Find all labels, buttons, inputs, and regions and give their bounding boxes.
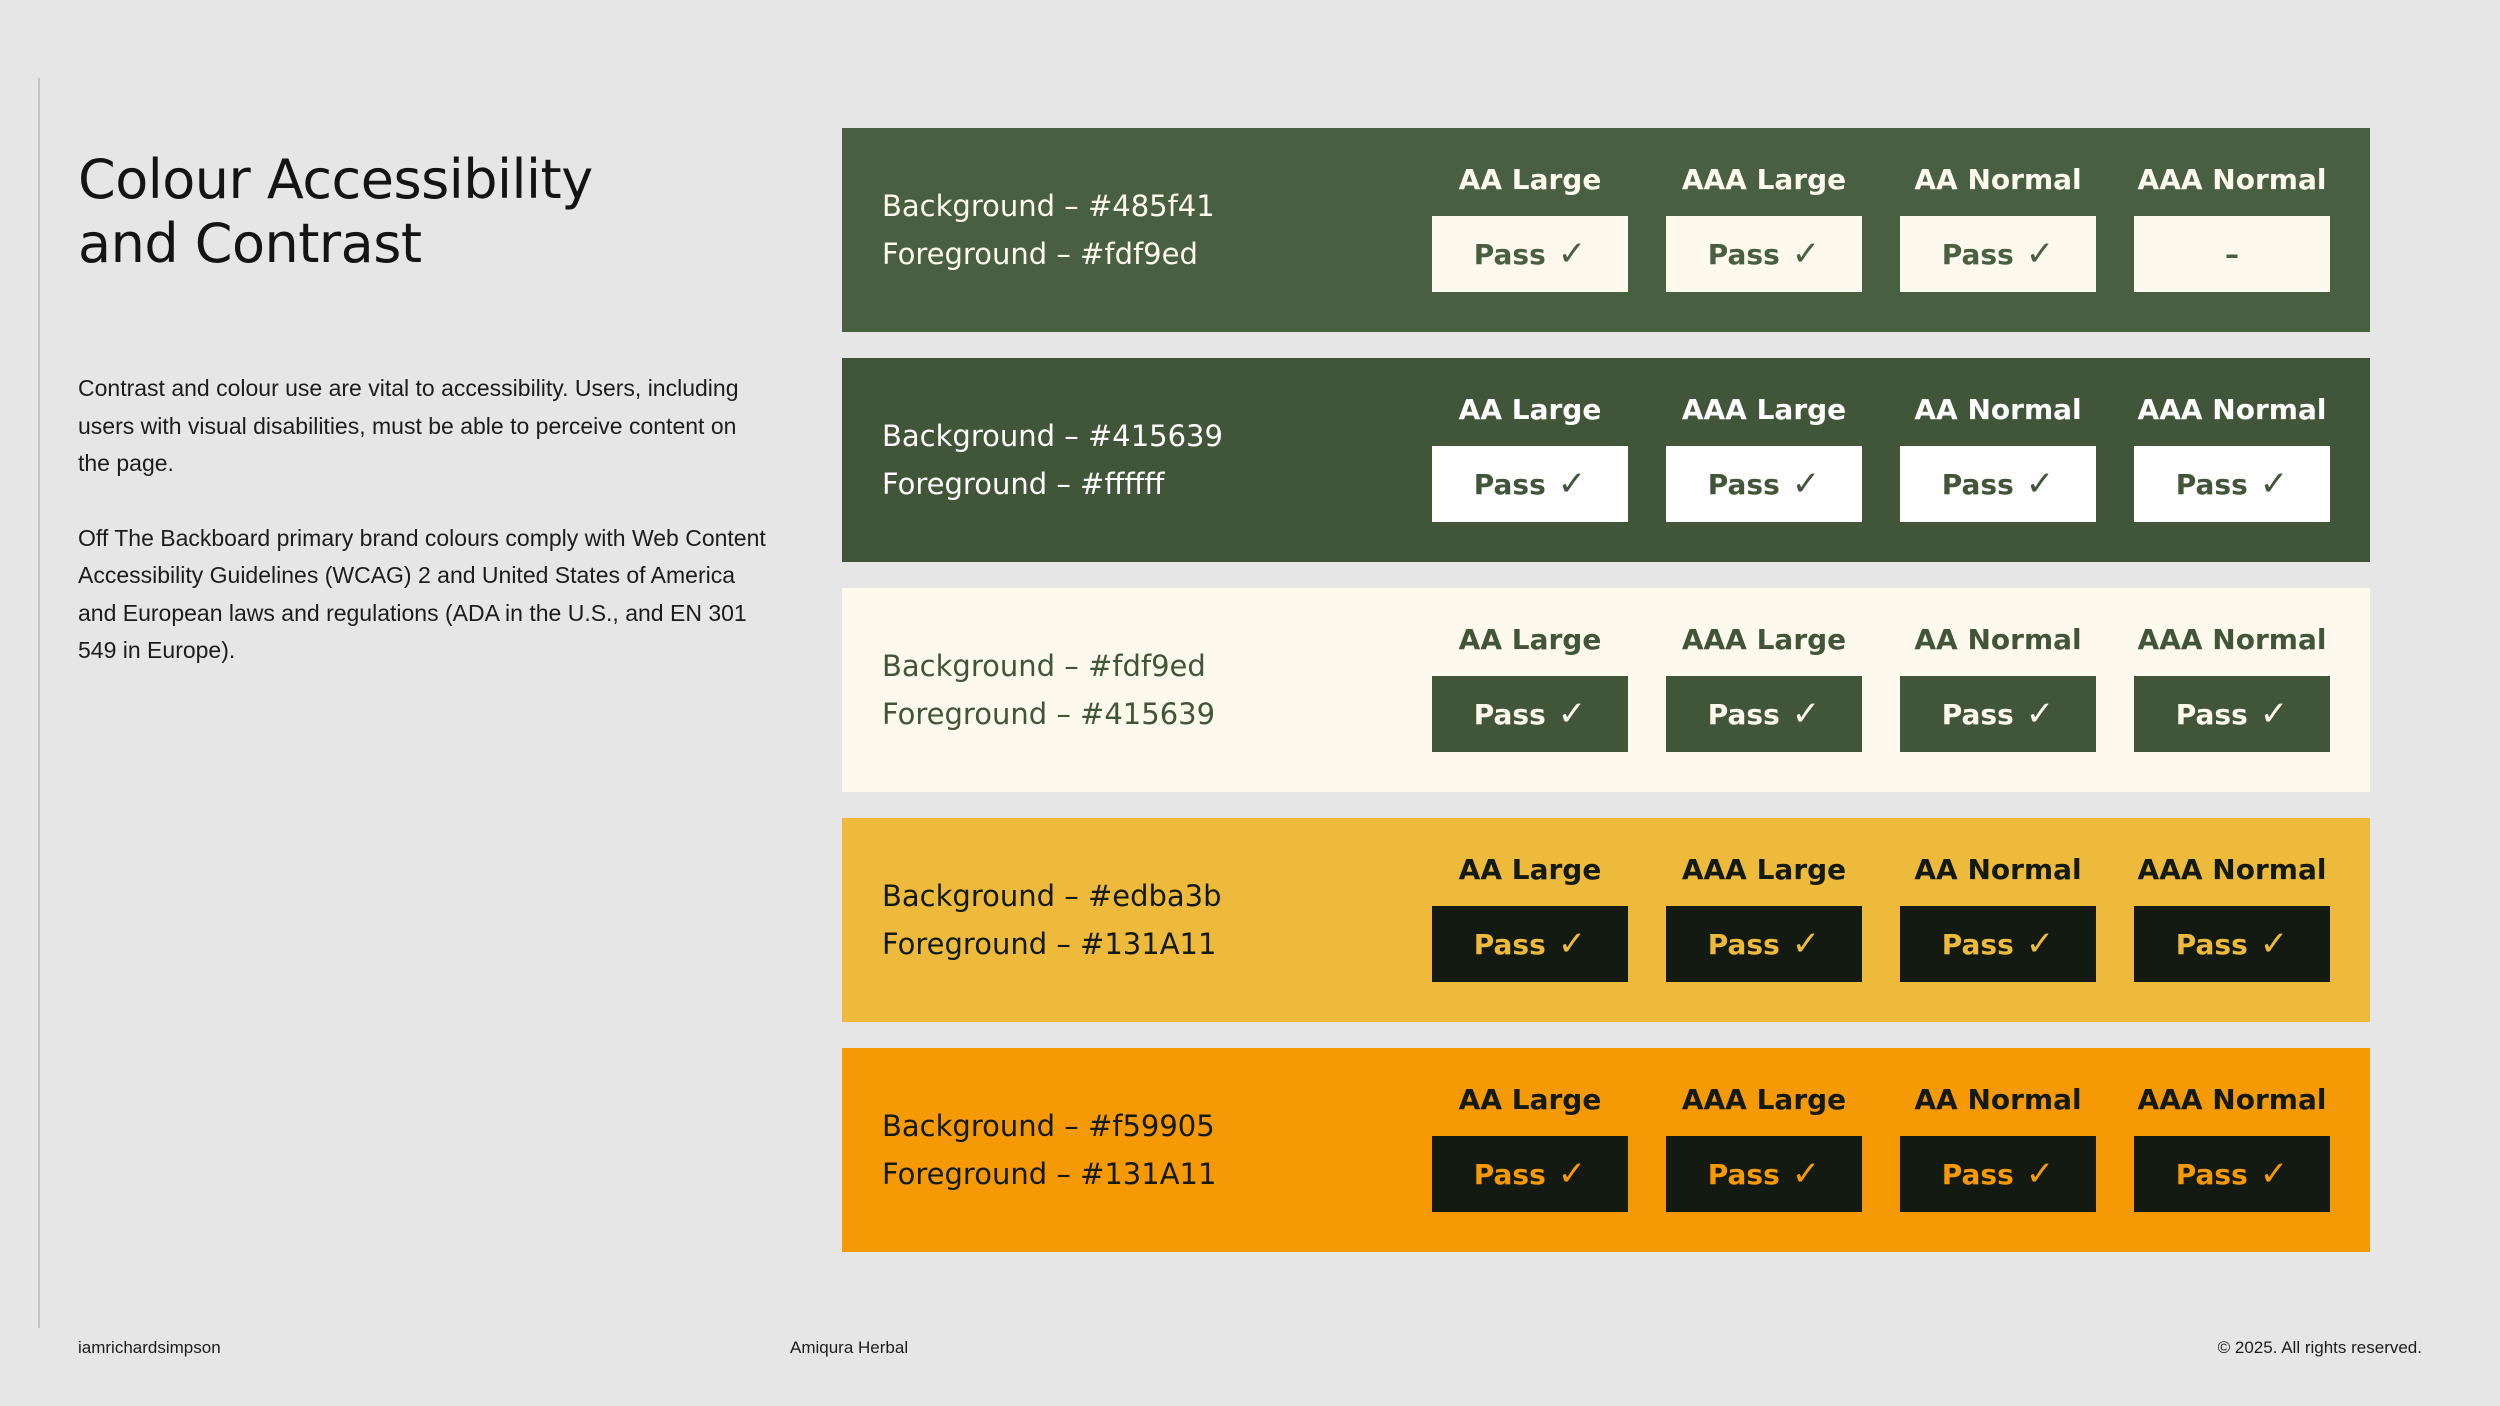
footer-author: iamrichardsimpson: [78, 1338, 221, 1357]
wcag-check: [1666, 1078, 1862, 1212]
footer-copyright: © 2025. All rights reserved.: [2217, 1338, 2422, 1357]
wcag-level-label: AAA Large: [1681, 1083, 1847, 1116]
result-text: Pass: [1941, 697, 2014, 731]
wcag-checks: [1432, 618, 2330, 752]
result-text: Pass: [1707, 467, 1780, 501]
wcag-check: [2134, 158, 2330, 292]
result-text: Pass: [2175, 1157, 2248, 1191]
wcag-check: [2134, 388, 2330, 522]
result-text: Pass: [2175, 697, 2248, 731]
page-title-line-1: Colour Accessibility: [78, 148, 593, 211]
result-badge: [2134, 676, 2330, 752]
result-text: Pass: [1941, 467, 2014, 501]
foreground-colour-label: Foreground – #ffffff: [882, 467, 1165, 501]
checkmark-icon: ✓: [1557, 234, 1587, 274]
result-text: Pass: [1473, 927, 1546, 961]
checkmark-icon: ✓: [2025, 924, 2055, 964]
wcag-level-label: AA Normal: [1914, 623, 2082, 656]
result-badge: [1432, 676, 1628, 752]
wcag-check: [1432, 388, 1628, 522]
wcag-level-label: AA Large: [1458, 393, 1602, 426]
wcag-check: [2134, 618, 2330, 752]
result-text: Pass: [1707, 1157, 1780, 1191]
result-badge: [1432, 446, 1628, 522]
wcag-check: [1900, 388, 2096, 522]
wcag-level-label: AAA Normal: [2137, 1083, 2327, 1116]
wcag-check: [2134, 1078, 2330, 1212]
checkmark-icon: ✓: [1791, 694, 1821, 734]
result-badge: [1432, 1136, 1628, 1212]
result-badge: [2134, 1136, 2330, 1212]
colour-pair-labels: [882, 1048, 1216, 1252]
result-text: –: [2225, 237, 2239, 271]
result-text: Pass: [1707, 237, 1780, 271]
colour-pair-labels: [882, 818, 1222, 1022]
result-badge: [1900, 446, 2096, 522]
checkmark-icon: ✓: [1557, 1154, 1587, 1194]
checkmark-icon: ✓: [2025, 464, 2055, 504]
result-badge: [1666, 216, 1862, 292]
result-badge: [1432, 906, 1628, 982]
wcag-level-label: AA Large: [1458, 1083, 1602, 1116]
wcag-level-label: AA Large: [1458, 623, 1602, 656]
checkmark-icon: ✓: [2259, 924, 2289, 964]
result-text: Pass: [2175, 927, 2248, 961]
result-badge: [1900, 216, 2096, 292]
wcag-level-label: AA Normal: [1914, 853, 2082, 886]
foreground-colour-label: Foreground – #131A11: [882, 927, 1217, 961]
background-colour-label: Background – #fdf9ed: [882, 649, 1206, 683]
result-text: Pass: [1707, 927, 1780, 961]
wcag-level-label: AAA Normal: [2137, 623, 2327, 656]
page-title: [78, 148, 698, 276]
wcag-level-label: AA Normal: [1914, 1083, 2082, 1116]
contrast-row: [842, 1048, 2370, 1252]
result-text: Pass: [1941, 237, 2014, 271]
wcag-level-label: AAA Large: [1681, 393, 1847, 426]
background-colour-label: Background – #edba3b: [882, 879, 1222, 913]
contrast-row: [842, 818, 2370, 1022]
result-text: Pass: [1473, 467, 1546, 501]
result-badge: [1666, 446, 1862, 522]
page-divider: [38, 78, 40, 1328]
result-badge: [2134, 216, 2330, 292]
wcag-check: [2134, 848, 2330, 982]
result-text: Pass: [1473, 237, 1546, 271]
checkmark-icon: ✓: [1791, 1154, 1821, 1194]
result-badge: [2134, 446, 2330, 522]
wcag-check: [1432, 1078, 1628, 1212]
foreground-colour-label: Foreground – #131A11: [882, 1157, 1217, 1191]
footer-brand: Amiqura Herbal: [790, 1338, 909, 1357]
contrast-rows: [842, 128, 2370, 1278]
wcag-check: [1900, 848, 2096, 982]
intro-text: [78, 370, 768, 707]
contrast-row: [842, 358, 2370, 562]
background-colour-label: Background – #415639: [882, 419, 1223, 453]
contrast-row: [842, 588, 2370, 792]
result-text: Pass: [1941, 1157, 2014, 1191]
result-badge: [1900, 676, 2096, 752]
background-colour-label: Background – #f59905: [882, 1109, 1215, 1143]
wcag-level-label: AA Large: [1458, 163, 1602, 196]
checkmark-icon: ✓: [1791, 924, 1821, 964]
wcag-checks: [1432, 388, 2330, 522]
result-badge: [1666, 906, 1862, 982]
wcag-checks: [1432, 1078, 2330, 1212]
wcag-check: [1432, 848, 1628, 982]
colour-pair-labels: [882, 358, 1223, 562]
intro-paragraph-2: Off The Backboard primary brand colours comply with Web Content Accessibility Guidelines (WCAG) 2 and United States of America and European laws and regulations (ADA in the U.S., and EN 301 549 in Europe).: [78, 524, 766, 663]
checkmark-icon: ✓: [2025, 234, 2055, 274]
wcag-level-label: AA Normal: [1914, 393, 2082, 426]
wcag-check: [1666, 388, 1862, 522]
wcag-level-label: AAA Normal: [2137, 853, 2327, 886]
wcag-level-label: AAA Normal: [2137, 163, 2327, 196]
colour-pair-labels: [882, 588, 1215, 792]
result-text: Pass: [1707, 697, 1780, 731]
result-badge: [1900, 906, 2096, 982]
result-badge: [2134, 906, 2330, 982]
wcag-level-label: AA Normal: [1914, 163, 2082, 196]
checkmark-icon: ✓: [2259, 694, 2289, 734]
wcag-check: [1666, 618, 1862, 752]
result-text: Pass: [1941, 927, 2014, 961]
checkmark-icon: ✓: [2025, 694, 2055, 734]
wcag-check: [1432, 618, 1628, 752]
result-text: Pass: [1473, 697, 1546, 731]
wcag-check: [1666, 848, 1862, 982]
foreground-colour-label: Foreground – #fdf9ed: [882, 237, 1198, 271]
checkmark-icon: ✓: [2259, 464, 2289, 504]
checkmark-icon: ✓: [1791, 464, 1821, 504]
page-title-line-2: and Contrast: [78, 212, 422, 275]
contrast-row: [842, 128, 2370, 332]
checkmark-icon: ✓: [1557, 924, 1587, 964]
background-colour-label: Background – #485f41: [882, 189, 1215, 223]
result-badge: [1666, 1136, 1862, 1212]
result-badge: [1432, 216, 1628, 292]
checkmark-icon: ✓: [1557, 694, 1587, 734]
wcag-level-label: AAA Large: [1681, 163, 1847, 196]
wcag-checks: [1432, 158, 2330, 292]
foreground-colour-label: Foreground – #415639: [882, 697, 1216, 731]
wcag-check: [1666, 158, 1862, 292]
wcag-check: [1900, 618, 2096, 752]
result-badge: [1900, 1136, 2096, 1212]
result-text: Pass: [1473, 1157, 1546, 1191]
checkmark-icon: ✓: [1557, 464, 1587, 504]
wcag-checks: [1432, 848, 2330, 982]
wcag-level-label: AAA Large: [1681, 623, 1847, 656]
wcag-check: [1900, 158, 2096, 292]
result-text: Pass: [2175, 467, 2248, 501]
intro-paragraph-1: Contrast and colour use are vital to accessibility. Users, including users with visual disabilities, must be able to perceive content on the page.: [78, 375, 739, 476]
wcag-level-label: AAA Large: [1681, 853, 1847, 886]
wcag-level-label: AA Large: [1458, 853, 1602, 886]
wcag-check: [1432, 158, 1628, 292]
checkmark-icon: ✓: [2259, 1154, 2289, 1194]
result-badge: [1666, 676, 1862, 752]
wcag-check: [1900, 1078, 2096, 1212]
colour-pair-labels: [882, 128, 1215, 332]
checkmark-icon: ✓: [2025, 1154, 2055, 1194]
checkmark-icon: ✓: [1791, 234, 1821, 274]
wcag-level-label: AAA Normal: [2137, 393, 2327, 426]
